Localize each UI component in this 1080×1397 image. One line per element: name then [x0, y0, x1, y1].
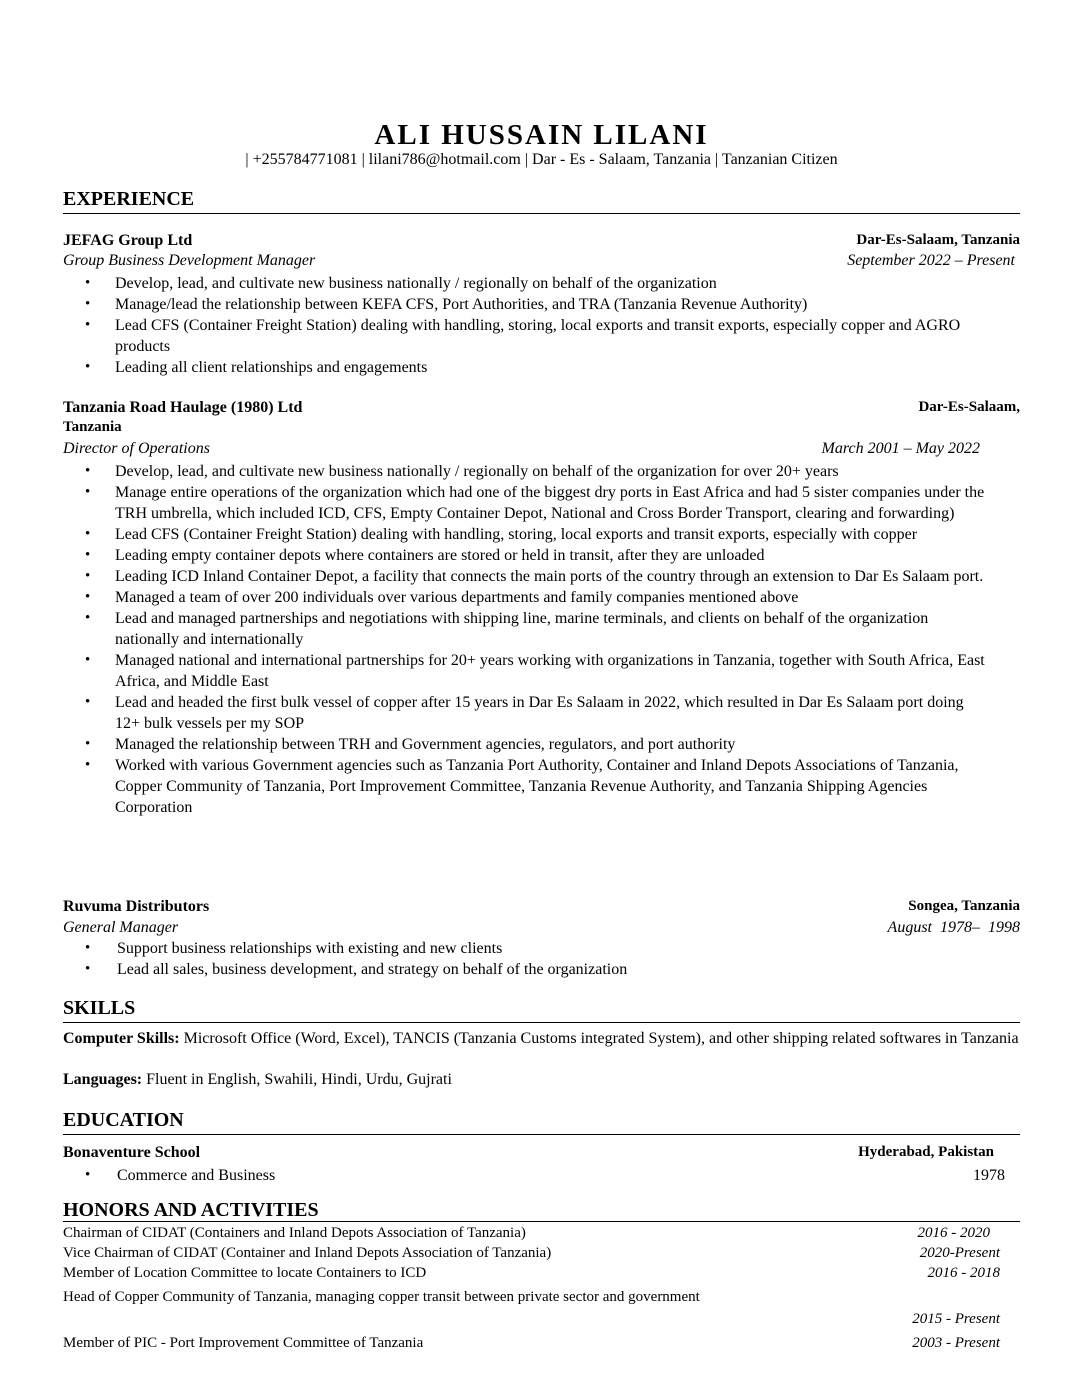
honor-item: [63, 1333, 1000, 1353]
honor-item: [63, 1223, 1000, 1243]
job-company: Tanzania Road Haulage (1980) Ltd: [63, 399, 303, 416]
computer-skills-label: Computer Skills:: [63, 1030, 180, 1047]
job-1-header: [63, 230, 1020, 251]
honor-date: 2016 - 2020: [917, 1225, 990, 1241]
honor-text: Member of Location Committee to locate Containers to ICD: [63, 1265, 427, 1281]
honor-text: Member of PIC - Port Improvement Committee of Tanzania: [63, 1335, 424, 1351]
computer-skills: [63, 1029, 1020, 1048]
job-location-cont: Tanzania: [63, 419, 122, 435]
list-item: • Managed the relationship between TRH and Government agencies, regulators, and port authority: [63, 734, 988, 755]
honor-date: 2015 - Present: [912, 1311, 1000, 1327]
honors-heading: HONORS AND ACTIVITIES: [63, 1199, 1020, 1222]
education-heading: EDUCATION: [63, 1108, 1020, 1135]
job-location: Songea, Tanzania: [908, 898, 1020, 914]
candidate-name: ALI HUSSAIN LILANI: [374, 119, 709, 151]
contact-line: | +255784771081 | lilani786@hotmail.com | Dar - Es - Salaam, Tanzania | Tanzanian Citizen: [245, 151, 838, 168]
job-title: General Manager: [63, 919, 179, 936]
job-1-bullets: [63, 273, 963, 378]
honor-date: 2003 - Present: [912, 1335, 1000, 1351]
job-title: Group Business Development Manager: [63, 252, 316, 269]
list-item: • Lead all sales, business development, and strategy on behalf of the organization: [63, 959, 963, 980]
honor-text: Chairman of CIDAT (Containers and Inland Depots Association of Tanzania): [63, 1225, 526, 1241]
job-3-header: [63, 896, 1020, 917]
job-title: Director of Operations: [63, 440, 210, 457]
list-item: • Lead and headed the first bulk vessel of copper after 15 years in Dar Es Salaam in 2022, which resulted in Dar Es Salaam port doing 12+ bulk vessels per my SOP: [63, 692, 988, 734]
education-item: Commerce and Business: [117, 1167, 276, 1184]
job-company: JEFAG Group Ltd: [63, 232, 193, 249]
job-location: Dar-Es-Salaam,: [918, 399, 1020, 415]
list-item: • Leading ICD Inland Container Depot, a facility that connects the main ports of the country through an extension to Dar Es Salaam port.: [63, 566, 988, 587]
education-bullets: [63, 1165, 1005, 1186]
experience-heading: EXPERIENCE: [63, 187, 1020, 214]
honor-item: [63, 1286, 1000, 1327]
list-item: • Develop, lead, and cultivate new business nationally / regionally on behalf of the organization for over 20+ years: [63, 461, 988, 482]
list-item: • Support business relationships with existing and new clients: [63, 938, 963, 959]
job-3-bullets: [63, 938, 963, 980]
education-year: 1978: [973, 1167, 1005, 1184]
list-item: • Manage entire operations of the organization which had one of the biggest dry ports in East Africa and had 5 sister companies under the TRH umbrella, which included ICD, CFS, Empty Container Depot, National and Cross Border Transport, clearing and forwarding): [63, 482, 988, 524]
list-item: • Managed national and international partnerships for 20+ years working with organizations in Tanzania, together with South Africa, East Africa, and Middle East: [63, 650, 988, 692]
job-dates: September 2022 – Present: [847, 252, 1015, 269]
honor-item: [63, 1243, 1000, 1263]
skills-heading: SKILLS: [63, 996, 1020, 1023]
list-item: • Develop, lead, and cultivate new business nationally / regionally on behalf of the organization: [63, 273, 963, 294]
job-2-title-row: [63, 438, 1020, 459]
job-company: Ruvuma Distributors: [63, 898, 210, 915]
list-item: • Manage/lead the relationship between KEFA CFS, Port Authorities, and TRA (Tanzania Revenue Authority): [63, 294, 963, 315]
list-item: • Lead CFS (Container Freight Station) dealing with handling, storing, local exports and transit exports, especially with copper: [63, 524, 988, 545]
list-item: • Lead and managed partnerships and negotiations with shipping line, marine terminals, and clients on behalf of the organization nationally and internationally: [63, 608, 988, 650]
job-2-header: [63, 397, 1020, 418]
job-1-title-row: [63, 250, 1020, 271]
languages: [63, 1069, 1020, 1090]
job-dates: March 2001 – May 2022: [821, 440, 980, 457]
school-name: Bonaventure School: [63, 1144, 201, 1161]
list-item: • Leading all client relationships and engagements: [63, 357, 963, 378]
list-item: • Lead CFS (Container Freight Station) dealing with handling, storing, local exports and transit exports, especially copper and AGRO products: [63, 315, 963, 357]
computer-skills-text: Microsoft Office (Word, Excel), TANCIS (Tanzania Customs integrated System), and other shipping related softwares in Tanzania: [179, 1030, 1019, 1047]
job-2-bullets: [63, 461, 988, 818]
job-location: Dar-Es-Salaam, Tanzania: [856, 232, 1020, 248]
list-item: • Worked with various Government agencies such as Tanzania Port Authority, Container and Inland Depots Associations of Tanzania, Copper Community of Tanzania, Port Improvement Committee, Tanzania Revenue Authority, and Tanzania Shipping Agencies Corporation: [63, 755, 988, 818]
honor-date: 2016 - 2018: [927, 1265, 1000, 1281]
job-dates: August 1978– 1998: [887, 919, 1020, 936]
school-location: Hyderabad, Pakistan: [858, 1144, 994, 1160]
education-row: [63, 1142, 994, 1163]
languages-text: Fluent in English, Swahili, Hindi, Urdu, Gujrati: [142, 1071, 452, 1088]
languages-label: Languages:: [63, 1071, 143, 1088]
list-item: • Managed a team of over 200 individuals over various departments and family companies mentioned above: [63, 587, 988, 608]
list-item: • Leading empty container depots where containers are stored or held in transit, after they are unloaded: [63, 545, 988, 566]
honor-text: Head of Copper Community of Tanzania, managing copper transit between private sector and government: [63, 1289, 700, 1305]
honor-item: [63, 1263, 1000, 1283]
honor-text: Vice Chairman of CIDAT (Container and Inland Depots Association of Tanzania): [63, 1245, 552, 1261]
job-3-title-row: [63, 917, 1020, 938]
honor-date: 2020-Present: [919, 1245, 1000, 1261]
list-item: [63, 1165, 1005, 1186]
